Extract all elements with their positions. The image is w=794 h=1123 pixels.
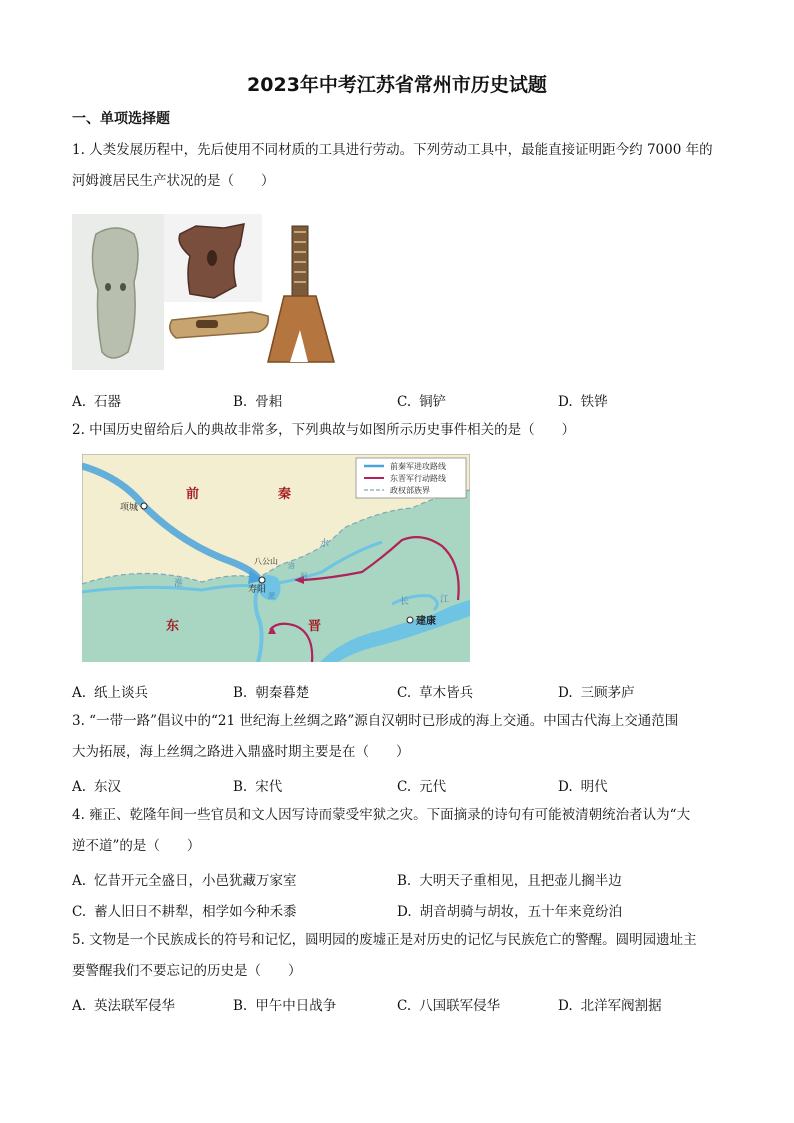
option-5c[interactable]	[397, 994, 500, 1014]
question-4	[72, 800, 724, 862]
map-label-shouyang: 寿阳	[248, 585, 267, 595]
option-letter: B.	[397, 873, 412, 889]
question-5	[72, 925, 724, 987]
option-text: 纸上谈兵	[94, 685, 149, 701]
map-label-fei: 淝	[268, 592, 275, 600]
option-2b[interactable]	[233, 681, 309, 701]
question-line: 河姆渡居民生产状况的是（ ）	[72, 173, 275, 189]
option-letter: C.	[397, 779, 412, 795]
tools-photo	[72, 212, 336, 372]
map-label-luo: 洛	[288, 562, 295, 570]
question-line: 逆不道”的是（ ）	[72, 838, 201, 854]
option-3b[interactable]	[233, 775, 282, 795]
question-line: 要警醒我们不要忘记的历史是（ ）	[72, 963, 302, 979]
option-3d[interactable]	[558, 775, 608, 795]
legend-border: 政权部族界	[390, 486, 430, 495]
map-label-qin: 秦	[278, 487, 292, 502]
option-2c[interactable]	[397, 681, 473, 701]
map-label-jian: 涧	[300, 572, 307, 580]
option-text: 北洋军阀割据	[580, 998, 662, 1014]
map-label-huai: 淮	[174, 579, 184, 589]
section-heading: 一、单项选择题	[72, 111, 170, 127]
option-4c[interactable]	[72, 900, 297, 920]
page-title: 2023年中考江苏省常州市历史试题	[247, 74, 547, 96]
option-letter: A.	[72, 685, 87, 701]
question-line: 3. “一带一路”倡议中的“21 世纪海上丝绸之路”源自汉朝时已形成的海上交通。中国古代海上交通范围	[72, 713, 679, 729]
map-label-xiangcheng: 项城	[120, 503, 139, 513]
option-letter: B.	[233, 394, 248, 410]
option-1a[interactable]	[72, 390, 121, 410]
map-label-qian: 前	[186, 487, 200, 502]
option-1b[interactable]	[233, 390, 282, 410]
option-text: 东汉	[94, 779, 122, 795]
option-text: 铜铲	[419, 394, 447, 410]
option-text: 甲午中日战争	[255, 998, 337, 1014]
option-2d[interactable]	[558, 681, 635, 701]
map-label-dong: 东	[166, 619, 180, 634]
question-line: 2. 中国历史留给后人的典故非常多，下列典故与如图所示历史事件相关的是（ ）	[72, 422, 576, 438]
question-3	[72, 706, 724, 768]
question-line: 4. 雍正、乾隆年间一些官员和文人因写诗而蒙受牢狱之灾。下面摘录的诗句有可能被清朝统治者认为“大	[72, 807, 691, 823]
question-line: 1. 人类发展历程中，先后使用不同材质的工具进行劳动。下列劳动工具中，最能直接证明距今约 7000 年的	[72, 142, 713, 158]
option-3c[interactable]	[397, 775, 446, 795]
option-letter: C.	[397, 394, 412, 410]
legend-move: 东晋军行动路线	[390, 474, 446, 483]
option-letter: A.	[72, 998, 87, 1014]
option-4a[interactable]	[72, 869, 297, 889]
option-letter: D.	[558, 998, 573, 1014]
map-label-jiankang: 建康	[416, 616, 436, 627]
option-letter: A.	[72, 394, 87, 410]
option-text: 骨耜	[255, 394, 283, 410]
legend-attack: 前秦军进攻路线	[390, 462, 446, 471]
option-letter: D.	[558, 779, 573, 795]
option-2a[interactable]	[72, 681, 148, 701]
option-3a[interactable]	[72, 775, 121, 795]
option-text: 草木皆兵	[419, 685, 474, 701]
question-1	[72, 135, 724, 197]
option-text: 元代	[419, 779, 447, 795]
map-label-shui: 水	[320, 539, 330, 549]
map-label-jiang: 江	[440, 595, 450, 605]
option-5b[interactable]	[233, 994, 336, 1014]
option-letter: C.	[397, 685, 412, 701]
question-line: 5. 文物是一个民族成长的符号和记忆，圆明园的废墟正是对历史的记忆与民族危亡的警醒。圆明园遗址主	[72, 932, 697, 948]
option-letter: C.	[72, 904, 87, 920]
option-text: 八国联军侵华	[419, 998, 501, 1014]
option-5a[interactable]	[72, 994, 175, 1014]
map-label-chang: 长	[400, 597, 410, 607]
option-text: 三顾茅庐	[580, 685, 635, 701]
option-text: 忆昔开元全盛日，小邑犹藏万家室	[94, 873, 297, 889]
option-text: 朝秦暮楚	[255, 685, 310, 701]
option-text: 明代	[580, 779, 608, 795]
option-text: 蓄人旧日不耕犁，相学如今种禾黍	[94, 904, 297, 920]
map-label-bagongshan: 八公山	[254, 557, 278, 566]
question-2	[72, 415, 724, 446]
option-letter: D.	[558, 394, 573, 410]
option-letter: B.	[233, 685, 248, 701]
map-label-jin: 晋	[308, 619, 322, 634]
option-letter: A.	[72, 873, 87, 889]
option-1c[interactable]	[397, 390, 446, 410]
option-text: 胡音胡骑与胡妆，五十年来竟纷泊	[419, 904, 623, 920]
option-text: 石器	[94, 394, 122, 410]
option-text: 铁铧	[580, 394, 608, 410]
option-letter: C.	[397, 998, 412, 1014]
option-text: 宋代	[255, 779, 283, 795]
question-line: 大为拓展，海上丝绸之路进入鼎盛时期主要是在（ ）	[72, 744, 410, 760]
option-5d[interactable]	[558, 994, 662, 1014]
option-4b[interactable]	[397, 869, 622, 889]
option-4d[interactable]	[397, 900, 622, 920]
option-letter: A.	[72, 779, 87, 795]
option-1d[interactable]	[558, 390, 608, 410]
option-letter: D.	[397, 904, 412, 920]
option-letter: B.	[233, 998, 248, 1014]
option-text: 英法联军侵华	[94, 998, 176, 1014]
option-text: 大明天子重相见，且把壶儿搁半边	[419, 873, 622, 889]
battle-map	[82, 454, 470, 662]
option-letter: B.	[233, 779, 248, 795]
option-letter: D.	[558, 685, 573, 701]
